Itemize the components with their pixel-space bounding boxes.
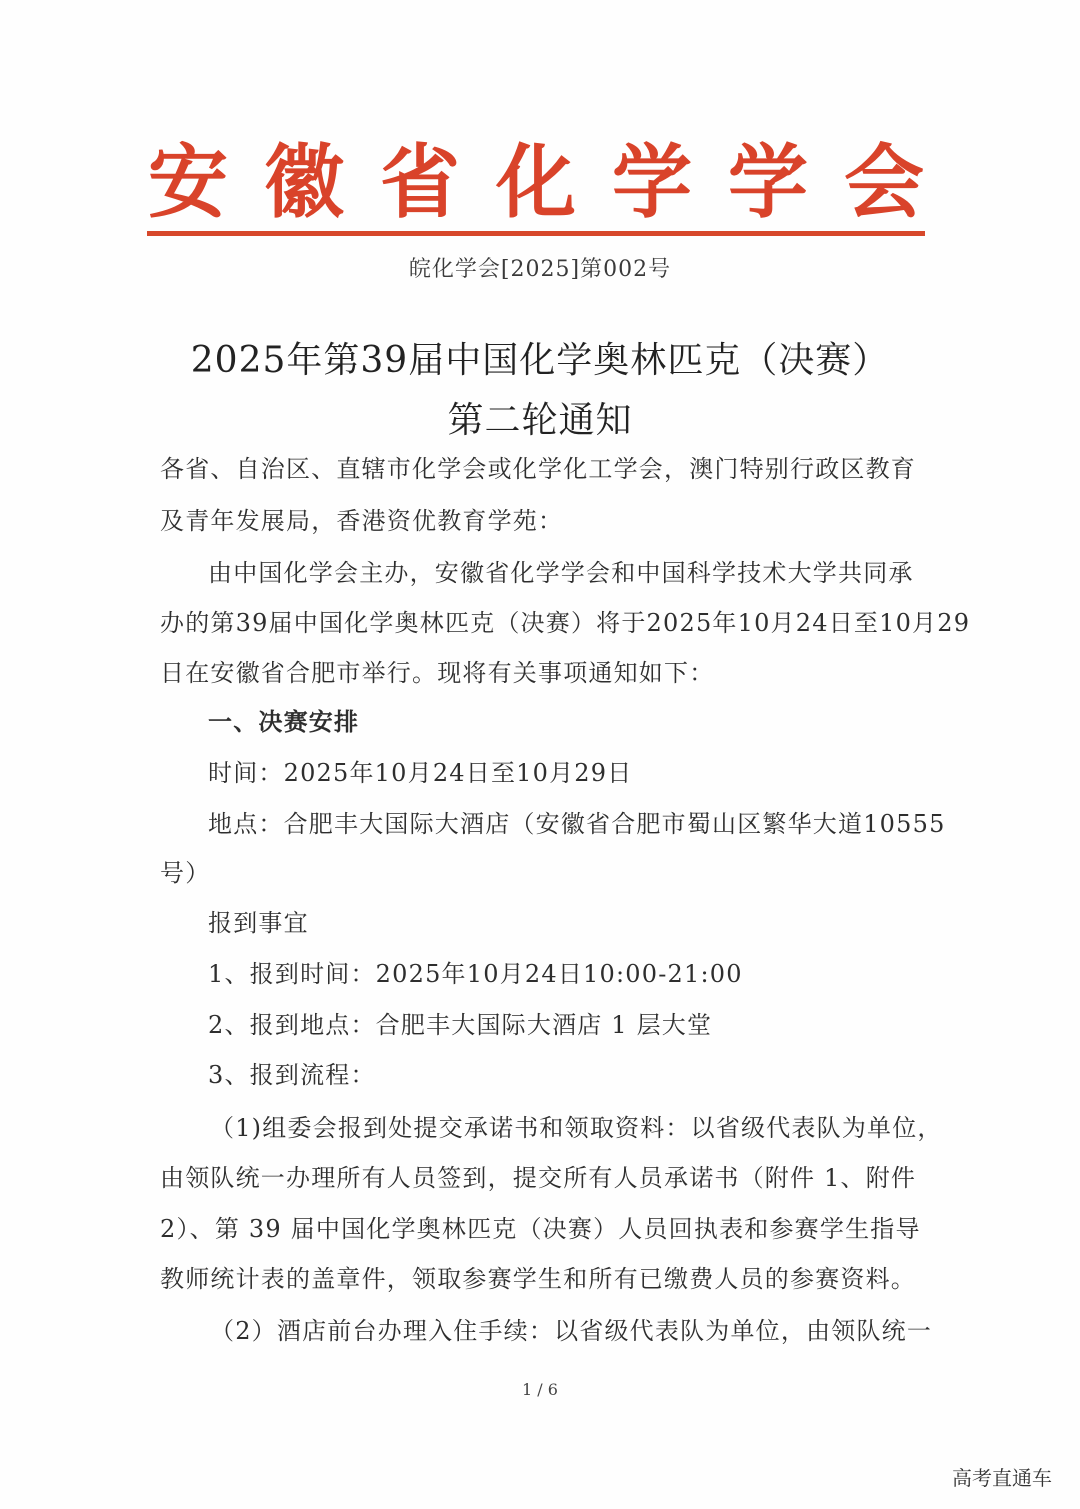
procedure-step-line: 教师统计表的盖章件，领取参赛学生和所有已缴费人员的参赛资料。 [160,1265,916,1293]
intro-paragraph-line: 办的第39届中国化学奥林匹克（决赛）将于2025年10月24日至10月29 [160,609,971,637]
intro-paragraph-line: 由中国化学会主办，安徽省化学学会和中国科学技术大学共同承 [208,559,914,587]
procedure-step-line: 由领队统一办理所有人员签到，提交所有人员承诺书（附件 1、附件 [160,1164,917,1192]
procedure-step-line: 2）、第 39 届中国化学奥林匹克（决赛）人员回执表和参赛学生指导 [160,1215,921,1243]
intro-paragraph-line: 日在安徽省合肥市举行。现将有关事项通知如下： [160,659,715,687]
event-venue-continued: 号） [160,859,211,887]
page-number: 1 / 6 [522,1380,558,1399]
registration-item: 3、报到流程： [208,1061,376,1089]
source-watermark: 高考直通车 [952,1466,1052,1490]
registration-item: 2、报到地点：合肥丰大国际大酒店 1 层大堂 [208,1011,713,1039]
document-number: 皖化学会[2025]第002号 [408,257,672,282]
addressee-line: 各省、自治区、直辖市化学会或化学化工学会，澳门特别行政区教育 [160,455,916,483]
section-heading: 一、决赛安排 [208,707,360,736]
event-time: 时间：2025年10月24日至10月29日 [208,759,633,787]
masthead-char: 会 [844,136,924,229]
masthead-char: 学 [728,136,808,229]
registration-heading: 报到事宜 [208,909,309,937]
masthead-char: 学 [612,136,692,229]
notice-title: 2025年第39届中国化学奥林匹克（决赛） [190,340,890,381]
letterhead-divider [147,231,925,236]
event-venue: 地点：合肥丰大国际大酒店（安徽省合肥市蜀山区繁华大道10555 [208,810,946,838]
addressee-line: 及青年发展局，香港资优教育学苑： [160,507,564,535]
organization-masthead [148,138,924,228]
registration-item: 1、报到时间：2025年10月24日10:00-21:00 [208,960,743,988]
procedure-step-line: （1)组委会报到处提交承诺书和领取资料：以省级代表队为单位， [210,1114,943,1142]
notice-subtitle: 第二轮通知 [447,400,633,441]
procedure-step-line: （2）酒店前台办理入住手续：以省级代表队为单位，由领队统一 [210,1317,933,1345]
masthead-char: 省 [380,136,460,229]
masthead-char: 安 [148,136,228,229]
masthead-char: 徽 [264,136,344,229]
masthead-char: 化 [496,136,576,229]
